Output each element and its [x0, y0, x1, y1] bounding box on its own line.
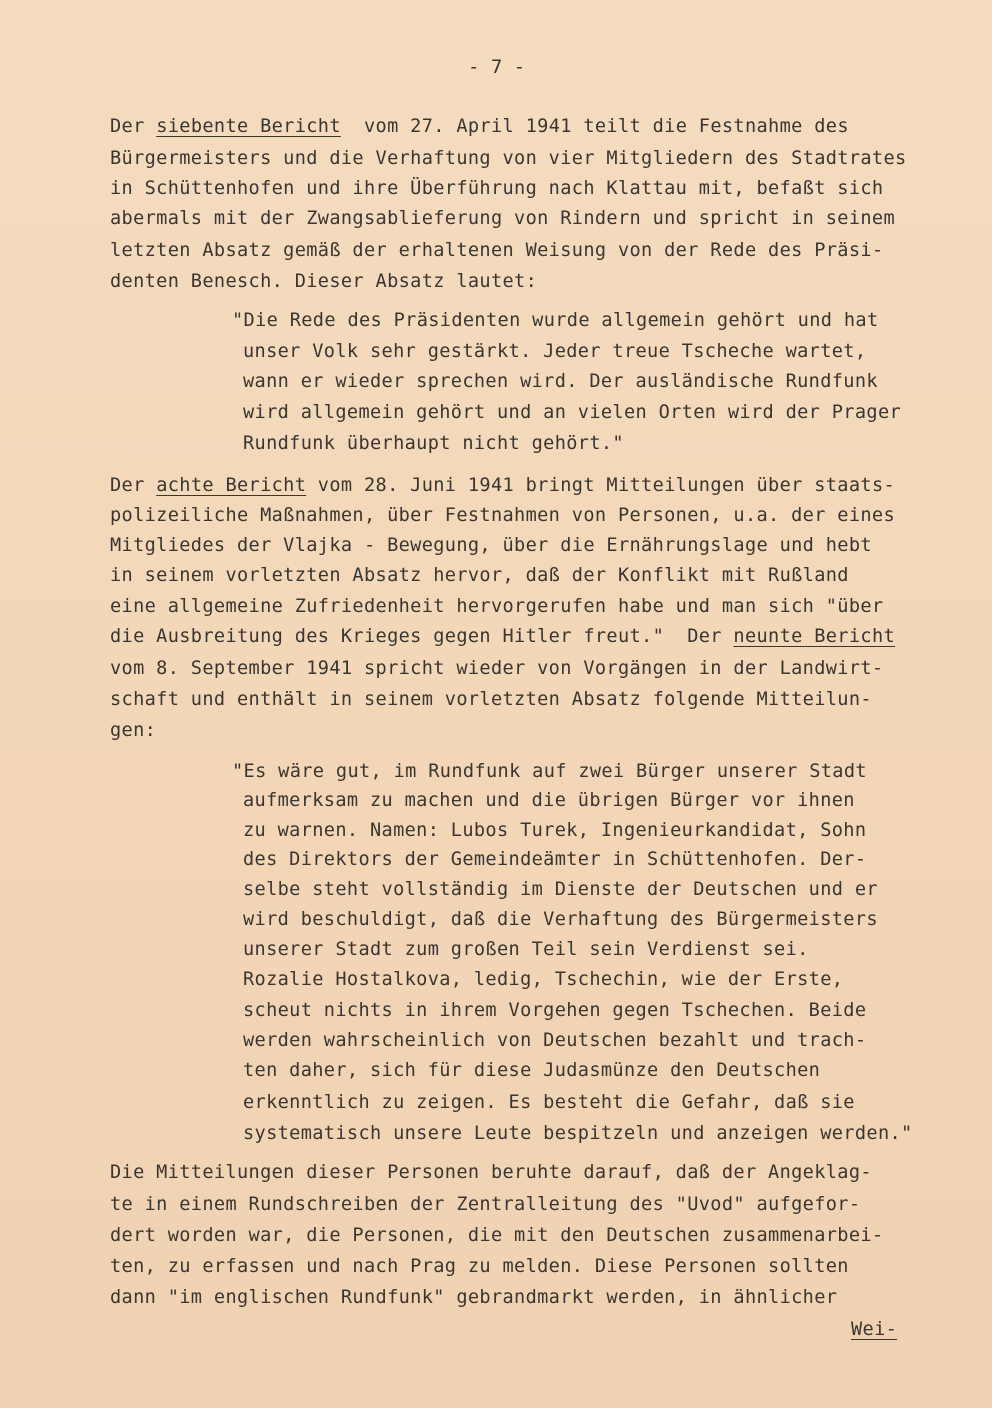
para3-line1: Die Mitteilungen dieser Personen beruhte darauf, daß der Angeklag-	[110, 1162, 872, 1183]
para3-line3: dert worden war, die Personen, die mit den Deutschen zusammenarbei-	[110, 1225, 884, 1246]
para2-line6	[110, 628, 895, 647]
para2-line7: vom 8. September 1941 spricht wieder von Vorgängen in der Landwirt-	[110, 658, 884, 679]
quote1-line4: wird allgemein gehört und an vielen Orten wird der Prager	[243, 402, 902, 423]
quote2-line12: erkenntlich zu zeigen. Es besteht die Gefahr, daß sie	[243, 1092, 855, 1113]
para2-line4: in seinem vorletzten Absatz hervor, daß der Konflikt mit Rußland	[110, 565, 849, 586]
quote2-line2: aufmerksam zu machen und die übrigen Bürger vor ihnen	[243, 790, 855, 811]
quote2-line10: werden wahrscheinlich von Deutschen bezahlt und trach-	[243, 1030, 867, 1051]
quote1-line2: unser Volk sehr gestärkt. Jeder treue Tscheche wartet,	[243, 341, 867, 362]
para2-line3: Mitgliedes der Vlajka - Bewegung, über die Ernährungslage und hebt	[110, 535, 872, 556]
underlined-report-title: achte Bericht	[156, 475, 307, 496]
text-run: vom 27. April 1941 teilt die Festnahme des	[340, 116, 849, 137]
para1-line5: letzten Absatz gemäß der erhaltenen Weisung von der Rede des Präsi-	[110, 240, 884, 261]
para2-line2: polizeiliche Maßnahmen, über Festnahmen von Personen, u.a. der eines	[110, 505, 896, 526]
para2-line9: gen:	[110, 720, 157, 741]
quote2-line1: "Es wäre gut, im Rundfunk auf zwei Bürger unserer Stadt	[232, 761, 867, 782]
quote2-line5: selbe steht vollständig im Dienste der Deutschen und er	[243, 879, 878, 900]
text-run: die Ausbreitung des Krieges gegen Hitler freut." Der	[110, 626, 734, 647]
para2-line1	[110, 477, 895, 496]
text-run: Der	[110, 475, 157, 496]
quote2-line3: zu warnen. Namen: Lubos Turek, Ingenieurkandidat, Sohn	[243, 820, 867, 841]
para1-line3: in Schüttenhofen und ihre Überführung nach Klattau mit, befaßt sich	[110, 178, 884, 199]
quote1-line5: Rundfunk überhaupt nicht gehört."	[243, 433, 624, 454]
text-run: Der	[110, 116, 157, 137]
catchword: Wei-	[851, 1319, 898, 1340]
page-number: - 7 -	[468, 56, 526, 78]
para1-line2: Bürgermeisters und die Verhaftung von vier Mitgliedern des Stadtrates	[110, 148, 907, 169]
para3-line4: ten, zu erfassen und nach Prag zu melden. Diese Personen sollten	[110, 1256, 849, 1277]
quote2-line6: wird beschuldigt, daß die Verhaftung des Bürgermeisters	[243, 909, 878, 930]
para2-line5: eine allgemeine Zufriedenheit hervorgerufen habe und man sich "über	[110, 596, 884, 617]
underlined-report-title: neunte Bericht	[733, 626, 896, 647]
quote1-line1: "Die Rede des Präsidenten wurde allgemein gehört und hat	[232, 310, 879, 331]
text-run: vom 28. Juni 1941 bringt Mitteilungen über staats-	[306, 475, 896, 496]
para1-line1	[110, 118, 849, 137]
para2-line8: schaft und enthält in seinem vorletzten Absatz folgende Mitteilun-	[110, 689, 872, 710]
quote2-line9: scheut nichts in ihrem Vorgehen gegen Tschechen. Beide	[243, 1000, 867, 1021]
quote2-line7: unserer Stadt zum großen Teil sein Verdienst sei.	[243, 939, 809, 960]
quote1-line3: wann er wieder sprechen wird. Der ausländische Rundfunk	[243, 371, 878, 392]
underlined-report-title: siebente Bericht	[156, 116, 341, 137]
quote2-line4: des Direktors der Gemeindeämter in Schüttenhofen. Der-	[243, 849, 867, 870]
para3-line2: te in einem Rundschreiben der Zentralleitung des "Uvod" aufgefor-	[110, 1194, 861, 1215]
para1-line6: denten Benesch. Dieser Absatz lautet:	[110, 271, 538, 292]
quote2-line8: Rozalie Hostalkova, ledig, Tschechin, wie der Erste,	[243, 969, 844, 990]
quote2-line11: ten daher, sich für diese Judasmünze den Deutschen	[243, 1060, 821, 1081]
quote2-line13: systematisch unsere Leute bespitzeln und anzeigen werden."	[243, 1123, 913, 1144]
para1-line4: abermals mit der Zwangsablieferung von Rindern und spricht in seinem	[110, 208, 896, 229]
para3-line5: dann "im englischen Rundfunk" gebrandmarkt werden, in ähnlicher	[110, 1287, 838, 1308]
